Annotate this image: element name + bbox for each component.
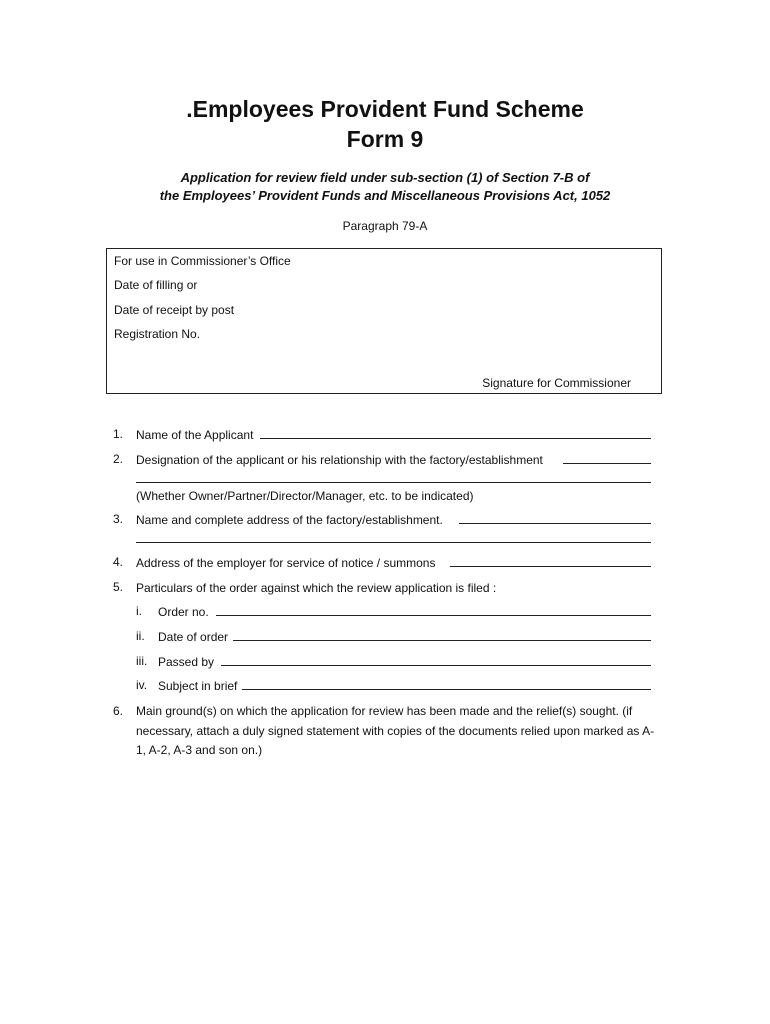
item-4-number: 4.	[113, 555, 124, 569]
sub-item-i-number: i.	[136, 604, 142, 618]
date-of-order-label: Date of order	[158, 630, 229, 644]
office-use-heading: For use in Commissioner’s Office	[114, 254, 291, 268]
form-subtitle-line2: the Employees’ Provident Funds and Miscellaneous Provisions Act, 1052	[159, 188, 611, 203]
designation-field[interactable]	[563, 463, 651, 464]
order-particulars-label: Particulars of the order against which the review application is filed :	[136, 581, 497, 595]
paragraph-reference: Paragraph 79-A	[342, 219, 428, 233]
form-subtitle-line1: Application for review field under sub-section (1) of Section 7-B of	[180, 170, 590, 185]
designation-note: (Whether Owner/Partner/Director/Manager, etc. to be indicated)	[136, 489, 474, 503]
item-5-number: 5.	[113, 580, 124, 594]
item-3-number: 3.	[113, 512, 124, 526]
designation-label: Designation of the applicant or his relationship with the factory/establishment	[136, 453, 543, 467]
passed-by-label: Passed by	[158, 655, 215, 669]
establishment-address-field-continued[interactable]	[136, 542, 651, 543]
grounds-for-review-text: Main ground(s) on which the application for review has been made and the relief(s) sought. (if necessary, attach a duly signed statement with copies of the documents relied upon marked as A-1, A-2, A-3 and son on.)	[136, 704, 655, 757]
registration-no-label: Registration No.	[114, 327, 201, 341]
date-of-receipt-label: Date of receipt by post	[114, 303, 235, 317]
order-no-field[interactable]	[216, 615, 651, 616]
designation-field-continued[interactable]	[136, 482, 651, 483]
form-number: Form 9	[346, 126, 424, 152]
employer-address-field[interactable]	[450, 566, 651, 567]
date-of-order-field[interactable]	[233, 640, 651, 641]
applicant-name-label: Name of the Applicant	[136, 428, 254, 442]
item-2-number: 2.	[113, 452, 124, 466]
passed-by-field[interactable]	[221, 665, 651, 666]
sub-item-iv-number: iv.	[136, 678, 148, 692]
sub-item-ii-number: ii.	[136, 629, 145, 643]
commissioner-office-box	[106, 248, 662, 394]
date-of-filling-label: Date of filling or	[114, 278, 198, 292]
subject-in-brief-label: Subject in brief	[158, 679, 238, 693]
form-title: .Employees Provident Fund Scheme	[186, 96, 584, 122]
employer-address-label: Address of the employer for service of notice / summons	[136, 556, 436, 570]
sub-item-iii-number: iii.	[136, 654, 148, 668]
subject-in-brief-field[interactable]	[242, 689, 651, 690]
establishment-address-label: Name and complete address of the factory/establishment.	[136, 513, 443, 527]
item-6-number: 6.	[113, 704, 124, 718]
establishment-address-field[interactable]	[459, 523, 651, 524]
commissioner-signature-label: Signature for Commissioner	[482, 376, 631, 390]
item-1-number: 1.	[113, 427, 124, 441]
order-no-label: Order no.	[158, 605, 209, 619]
applicant-name-field[interactable]	[260, 438, 651, 439]
